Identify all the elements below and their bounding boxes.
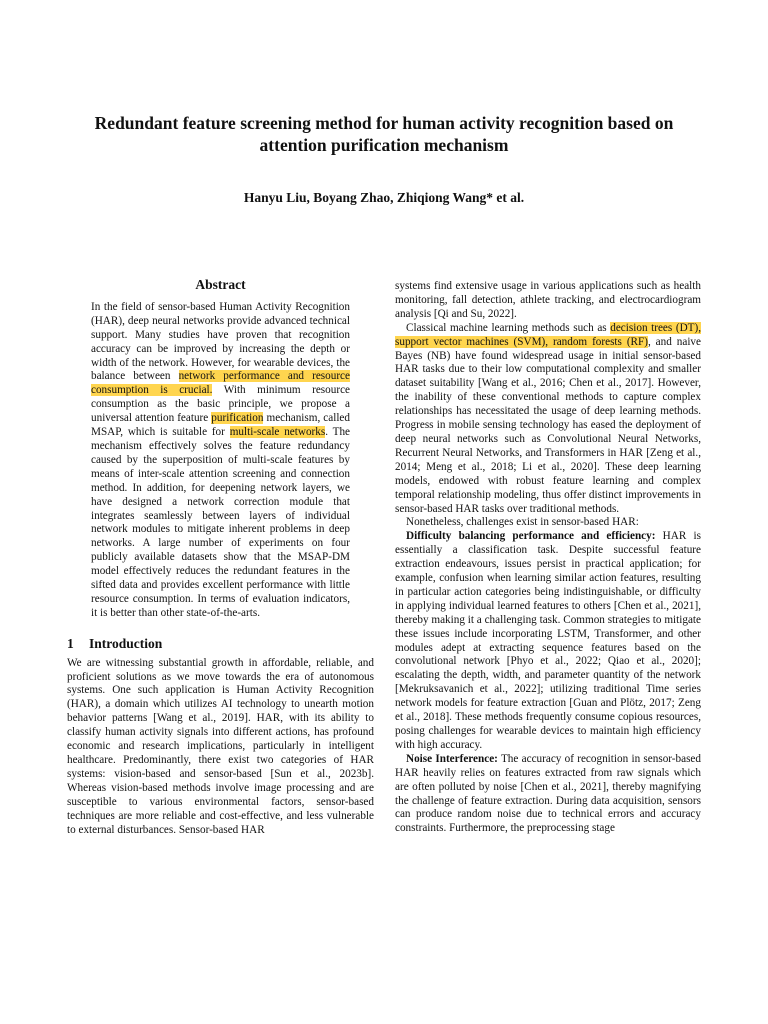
highlight-classical-methods: decision trees (DT), support vector machines (SVM), random forests (RF)	[395, 321, 701, 348]
run-in-heading: Noise Interference:	[406, 752, 498, 765]
highlight-multi-scale-networks: multi-scale networks	[229, 426, 326, 439]
run-in-heading: Difficulty balancing performance and efficiency:	[406, 530, 656, 543]
body-paragraph: Nonetheless, challenges exist in sensor-based HAR:	[406, 516, 639, 529]
body-text-part: The accuracy of recognition in sensor-based HAR heavily relies on features extracted from raw signals which are often polluted by noise [Chen et al., 2021], thereby magnifying the challenge of feature extraction. During data acquisition, sensors can produce random noise due to technical errors and accuracy constraints. Furthermore, the preprocessing stage	[395, 752, 701, 835]
abstract-text	[91, 301, 350, 621]
body-paragraph	[395, 530, 701, 753]
abstract-heading: Abstract	[195, 277, 246, 292]
left-column	[67, 278, 374, 837]
author-list: Hanyu Liu, Boyang Zhao, Zhiqiong Wang* et al.	[243, 190, 525, 205]
paper-title: Redundant feature screening method for human activity recognition based on attention purification mechanism	[94, 113, 674, 155]
abstract-text-part: With minimum resource consumption as the basic principle, we propose a universal attention feature	[91, 384, 350, 425]
body-text-part: , and naive Bayes (NB) have found widespread usage in initial sensor-based HAR tasks due to their low computational complexity and smaller dataset suitability [Wang et al., 2016; Chen et al., 2017]. However, the inability of these conventional methods to capture complex relationships has necessitated the usage of deep learning methods. Progress in mobile sensing technology has eased the deployment of deep neural networks such as Convolutional Neural Networks, Recurrent Neural Networks, and Transformers in HAR [Zeng et al., 2014; Meng et al., 2018; Li et al., 2020]. These deep learning models, endowed with robust feature learning and complex temporal relationship modeling, thus offer distinct improvements in sensor-based HAR tasks over traditional methods.	[395, 335, 701, 515]
abstract-text-part: mechanism, called MSAP, which is suitable for	[91, 412, 350, 439]
abstract-text-part: . The mechanism effectively solves the feature redundancy caused by the superposition of multi-scale features by means of inter-scale attention screening and connection method. In addition, for deepening network layers, we have designed a network correction module that integrates seamlessly between layers of individual network modules to mitigate inherent problems in deep networks. A large number of experiments on four publicly available datasets show that the MSAP-DM model effectively reduces the redundant features in the sifted data and provides excellent performance with little resource consumption. In terms of evaluation indicators, it is better than other state-of-the-arts.	[91, 426, 351, 619]
body-paragraph: systems find extensive usage in various applications such as health monitoring, fall detection, athlete tracking, and electrocardiogram analysis [Qi and Su, 2022].	[395, 280, 701, 320]
body-paragraph	[395, 322, 701, 517]
highlight-network-performance: network performance and resource consumption is crucial.	[91, 370, 350, 397]
highlight-purification: purification	[211, 412, 264, 425]
section-title: Introduction	[89, 635, 163, 651]
right-column	[395, 280, 701, 836]
body-text-part: Classical machine learning methods such as	[406, 321, 611, 334]
intro-paragraph: We are witnessing substantial growth in affordable, reliable, and proficient solutions as we move towards the era of autonomous systems. One such application is Human Activity Recognition (HAR), a domain which utilizes AI technology to unearth motion behavior patterns [Wang et al., 2019]. HAR, with its ability to classify human activity signals into different actions, has profound economic and research implications, particularly in intelligent healthcare. Predominantly, there exist two categories of HAR systems: vision-based and sensor-based [Sun et al., 2023b]. Whereas vision-based methods involve image processing and are susceptible to various environmental factors, sensor-based techniques are more reliable and cost-effective, and less vulnerable to external disturbances. Sensor-based HAR	[67, 656, 374, 836]
introduction-heading	[67, 637, 374, 651]
body-text-part: HAR is essentially a classification task. Despite successful feature extraction endeavours, issues persist in practical application; for example, confusion when learning similar action features, resulting in particular action categories being indistinguishable, or difficulty in applying individual learned features to others [Chen et al., 2021], thereby making it a challenging task. Common strategies to mitigate these issues include incorporating LSTM, Transformer, and other modules adept at extracting sequence features based on the convolutional network [Phyo et al., 2022; Qiao et al., 2020]; escalating the depth, width, and parameter quantity of the network [Mekruksavanich et al., 2022]; utilizing traditional Time series network models for feature extraction [Guan and Plötz, 2017; Zeng et al., 2018]. These methods frequently consume copious resources, posing challenges for wearable devices to maintain high efficiency with high accuracy.	[395, 530, 701, 751]
abstract-text-part: In the field of sensor-based Human Activity Recognition (HAR), deep neural networks provide advanced technical support. Many studies have proven that recognition accuracy can be improved by increasing the depth or width of the network. However, for wearable devices, the balance between	[91, 300, 350, 383]
body-paragraph	[395, 753, 701, 836]
section-number: 1	[67, 635, 74, 651]
